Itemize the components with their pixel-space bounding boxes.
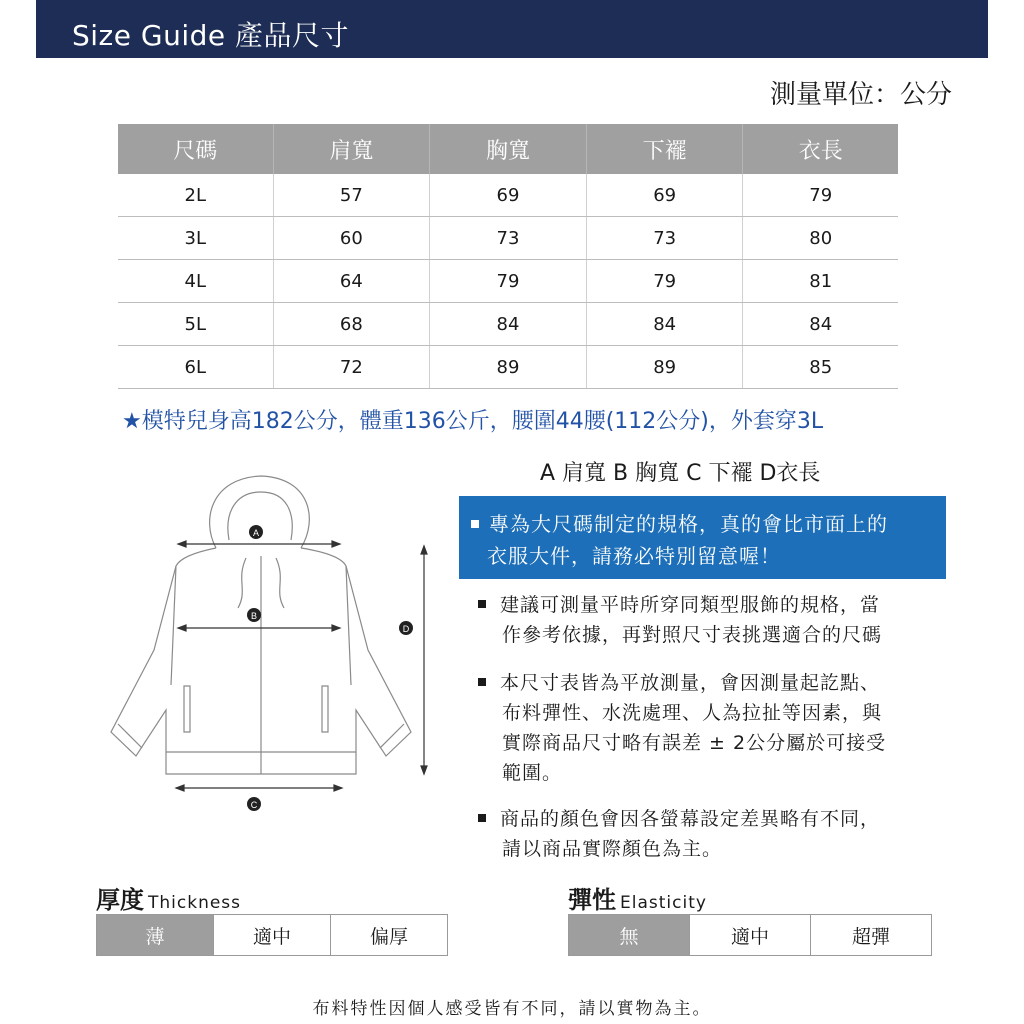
bullet-square-icon	[478, 678, 486, 686]
elasticity-option-medium: 適中	[689, 915, 810, 955]
highlight-line-2: 衣服大件，請務必特別留意喔！	[487, 544, 781, 568]
table-cell: 73	[430, 217, 587, 260]
thickness-title: 厚度 Thickness	[96, 886, 242, 914]
table-cell: 64	[273, 260, 430, 303]
table-row	[118, 260, 898, 303]
table-cell: 79	[430, 260, 587, 303]
svg-text:D: D	[402, 624, 410, 634]
elasticity-option-super: 超彈	[810, 915, 931, 955]
svg-text:C: C	[250, 800, 258, 810]
elasticity-scale	[568, 914, 932, 956]
table-cell: 84	[430, 303, 587, 346]
table-cell: 69	[586, 174, 743, 217]
diagram-legend: A 肩寬 B 胸寬 C 下襬 D衣長	[540, 461, 821, 486]
bullet-square-icon	[471, 520, 479, 528]
table-cell: 85	[743, 346, 898, 389]
table-cell: 89	[430, 346, 587, 389]
page-title: Size Guide 產品尺寸	[72, 19, 350, 52]
table-cell: 3L	[118, 217, 273, 260]
elasticity-title: 彈性 Elasticity	[568, 886, 707, 914]
table-cell: 72	[273, 346, 430, 389]
table-cell: 89	[586, 346, 743, 389]
table-cell: 73	[586, 217, 743, 260]
unit-label: 測量單位：公分	[769, 80, 952, 110]
bullet-square-icon	[478, 814, 486, 822]
table-cell: 81	[743, 260, 898, 303]
table-row	[118, 346, 898, 389]
table-cell: 60	[273, 217, 430, 260]
table-cell: 80	[743, 217, 898, 260]
note-item: 本尺寸表皆為平放測量，會因測量起訖點、 布料彈性、水洗處理、人為拉扯等因素，與 實際商品尺寸略有誤差 ± 2公分屬於可接受 範圍。	[478, 668, 886, 788]
marker-c-icon	[247, 797, 261, 811]
jacket-measurement-diagram	[96, 470, 446, 830]
table-row	[118, 217, 898, 260]
marker-d-icon	[399, 621, 413, 635]
table-cell: 6L	[118, 346, 273, 389]
column-header-hem: 下襬	[586, 124, 743, 174]
bullet-square-icon	[478, 600, 486, 608]
column-header-length: 衣長	[743, 124, 898, 174]
model-info: ★模特兒身高182公分，體重136公斤，腰圍44腰(112公分)，外套穿3L	[122, 409, 824, 434]
thickness-option-medium: 適中	[213, 915, 330, 955]
thickness-scale	[96, 914, 448, 956]
elasticity-option-none: 無	[569, 915, 689, 955]
table-cell: 2L	[118, 174, 273, 217]
table-cell: 84	[743, 303, 898, 346]
header-bar	[36, 0, 988, 58]
marker-a-icon	[249, 525, 263, 539]
table-cell: 57	[273, 174, 430, 217]
footer-note: 布料特性因個人感受皆有不同，請以實物為主。	[312, 999, 712, 1019]
table-row	[118, 174, 898, 217]
column-header-shoulder: 肩寬	[273, 124, 430, 174]
table-cell: 68	[273, 303, 430, 346]
table-row	[118, 303, 898, 346]
note-item: 建議可測量平時所穿同類型服飾的規格，當 作參考依據，再對照尺寸表挑選適合的尺碼	[478, 590, 882, 650]
table-cell: 69	[430, 174, 587, 217]
svg-text:A: A	[252, 528, 260, 538]
note-item: 商品的顏色會因各螢幕設定差異略有不同， 請以商品實際顏色為主。	[478, 804, 880, 864]
table-cell: 5L	[118, 303, 273, 346]
highlight-notice	[459, 496, 946, 579]
size-table-header-row	[118, 124, 898, 174]
column-header-size: 尺碼	[118, 124, 273, 174]
table-cell: 84	[586, 303, 743, 346]
table-cell: 4L	[118, 260, 273, 303]
size-table	[118, 124, 898, 389]
table-cell: 79	[586, 260, 743, 303]
thickness-option-thin: 薄	[97, 915, 213, 955]
marker-b-icon	[247, 608, 261, 622]
table-cell: 79	[743, 174, 898, 217]
highlight-line-1: 專為大尺碼制定的規格，真的會比市面上的	[471, 508, 888, 537]
svg-text:B: B	[250, 611, 258, 621]
column-header-chest: 胸寬	[430, 124, 587, 174]
thickness-option-thick: 偏厚	[330, 915, 447, 955]
